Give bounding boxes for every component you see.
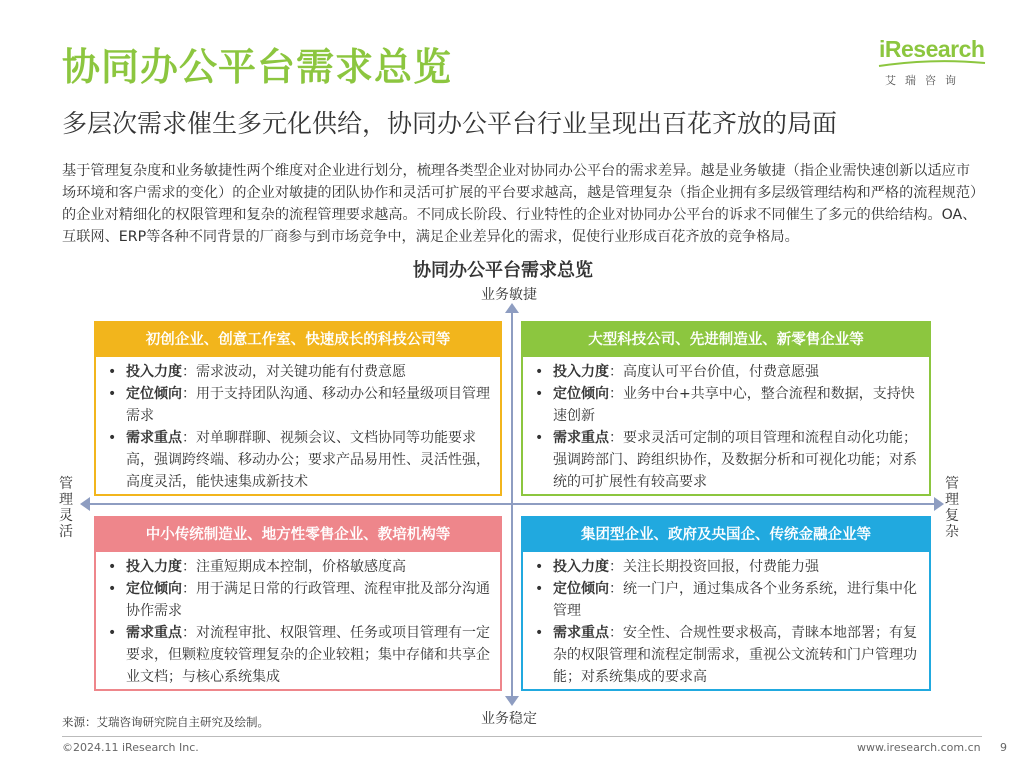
arrow-down-icon [505, 696, 519, 706]
intro-paragraph: 基于管理复杂度和业务敏捷性两个维度对企业进行划分，梳理各类型企业对协同办公平台的需求差异。越是业务敏捷（指企业需快速创新以适应市场环境和客户需求的变化）的企业对敏捷的团队协作和灵活可扩展的平台要求越高，越是管理复杂（指企业拥有多层级管理结构和严格的流程规范）的企业对精细化的权限管理和复杂的流程管理要求越高。不同成长阶段、行业特性的企业对协同办公平台的诉求不同催生了多元的供给结构。OA、互联网、ERP等各种不同背景的厂商参与到市场竞争中，满足企业差异化的需求，促使行业形成百花齐放的竞争格局。 [62, 163, 978, 245]
quadrant-list [96, 552, 500, 688]
quadrant-top-right [521, 321, 931, 496]
logo-swoosh-icon [877, 60, 987, 68]
arrow-up-icon [505, 303, 519, 313]
chart-title: 协同办公平台需求总览 [413, 260, 593, 281]
quadrant-header: 大型科技公司、先进制造业、新零售企业等 [523, 323, 929, 357]
list-item: • 投入力度：需求波动，对关键功能有付费意愿 [126, 361, 490, 383]
list-item: • 定位倾向：统一门户，通过集成各个业务系统，进行集中化管理 [553, 578, 919, 622]
page-number: 9 [1000, 741, 1007, 754]
quadrant-header: 集团型企业、政府及央国企、传统金融企业等 [523, 518, 929, 552]
list-item: • 需求重点：对单聊群聊、视频会议、文档协同等功能要求高，强调跨终端、移动办公；要求产品易用性、灵活性强，高度灵活，能快速集成新技术 [126, 427, 490, 493]
quadrant-list [96, 357, 500, 493]
quadrant-top-left [94, 321, 502, 496]
list-item: • 需求重点：安全性、合规性要求极高，青睐本地部署；有复杂的权限管理和流程定制需求，重视公文流转和门户管理功能；对系统集成的要求高 [553, 622, 919, 688]
quadrant-header: 中小传统制造业、地方性零售企业、教培机构等 [96, 518, 500, 552]
horizontal-axis [88, 503, 936, 505]
list-item: • 需求重点：要求灵活可定制的项目管理和流程自动化功能；强调跨部门、跨组织协作，及数据分析和可视化功能；对系统的可扩展性有较高要求 [553, 427, 919, 493]
axis-label-right: 管理复杂 [945, 476, 959, 540]
iresearch-logo [877, 34, 989, 90]
axis-label-bottom: 业务稳定 [481, 711, 537, 727]
quadrant-bottom-right [521, 516, 931, 691]
list-item: • 定位倾向：用于支持团队沟通、移动办公和轻量级项目管理需求 [126, 383, 490, 427]
list-item: • 定位倾向：用于满足日常的行政管理、流程审批及部分沟通协作需求 [126, 578, 490, 622]
axis-label-top: 业务敏捷 [481, 287, 537, 303]
axis-label-left: 管理灵活 [59, 476, 73, 540]
list-item: • 投入力度：关注长期投资回报，付费能力强 [553, 556, 919, 578]
quadrant-bottom-left [94, 516, 502, 691]
list-item: • 投入力度：高度认可平台价值，付费意愿强 [553, 361, 919, 383]
source-note: 来源：艾瑞咨询研究院自主研究及绘制。 [62, 715, 269, 729]
page-subtitle: 多层次需求催生多元化供给，协同办公平台行业呈现出百花齐放的局面 [62, 109, 838, 138]
quadrant-header: 初创企业、创意工作室、快速成长的科技公司等 [96, 323, 500, 357]
copyright: ©2024.11 iResearch Inc. [62, 741, 199, 754]
list-item: • 定位倾向：业务中台+共享中心，整合流程和数据，支持快速创新 [553, 383, 919, 427]
footer-divider [62, 736, 982, 737]
list-item: • 需求重点：对流程审批、权限管理、任务或项目管理有一定要求，但颗粒度较管理复杂的企业较粗；集中存储和共享企业文档；与核心系统集成 [126, 622, 490, 688]
arrow-left-icon [80, 497, 90, 511]
quadrant-list [523, 357, 929, 493]
arrow-right-icon [934, 497, 944, 511]
logo-wordmark: iResearch [879, 36, 985, 62]
quadrant-list [523, 552, 929, 688]
website-link[interactable]: www.iresearch.com.cn [857, 741, 981, 754]
logo-cn-text: 艾瑞咨询 [885, 74, 965, 87]
page-title: 协同办公平台需求总览 [62, 45, 453, 89]
list-item: • 投入力度：注重短期成本控制，价格敏感度高 [126, 556, 490, 578]
